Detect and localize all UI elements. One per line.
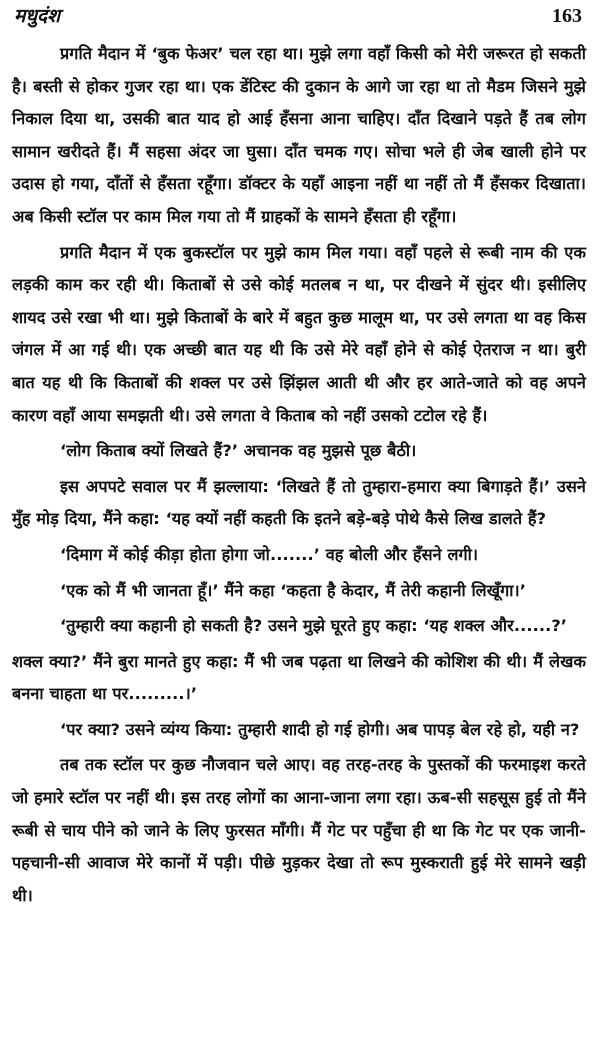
running-head: मधुदंश (14, 5, 61, 27)
paragraph: ‘तुम्हारी क्या कहानी हो सकती है? उसने मुझे घूरते हुए कहा: ‘यह शक्ल और......?’ (60, 616, 568, 636)
page-number: 163 (552, 5, 582, 27)
paragraph: ‘एक को मैं भी जानता हूँ।’ मैंने कहा ‘कहता है केदार, मैं तेरी कहानी लिखूँगा।’ (60, 580, 526, 600)
paragraph: तब तक स्टॉल पर कुछ नौजवान चले आए। वह तरह-तरह के पुस्तकों की फरमाइश करते जो हमारे स्टॉल पर नहीं थी। इस तरह लोगों का आना-जाना लगा रहा। ऊब-सी सहसूस हुई तो मैंने रूबी से चाय पीने को जाने के लिए फुरसत माँगी। मैं गेट पर पहुँचा ही था कि गेट पर एक जानी-पहचानी-सी आवाज मेरे कानों में पड़ी। पीछे मुड़कर देखा तो रूप मुस्कराती हुई मेरे सामने खड़ी थी। (12, 755, 586, 905)
paragraph: प्रगति मैदान में ‘बुक फेअर’ चल रहा था। मुझे लगा वहाँ किसी को मेरी जरूरत हो सकती है। बस्ती से होकर गुजर रहा था। एक डेंटिस्ट की दुकान के आगे जा रहा था तो मैडम जिसने मुझे निकाल दिया था, उसकी बात याद हो आई हँसना आना चाहिए। दाँत दिखाने पड़ते हैं तब लोग सामान खरीदते हैं। मैं सहसा अंदर जा घुसा। दाँत चमक गए। सोचा भले ही जेब खाली होने पर उदास हो गया, दाँतों से हँसता रहूँगा। डॉक्टर के यहाँ आइना नहीं था नहीं तो मैं हँसकर दिखाता। अब किसी स्टॉल पर काम मिल गया तो मैं ग्राहकों के सामने हँसता ही रहूँगा। (12, 44, 586, 226)
paragraph: प्रगति मैदान में एक बुकस्टॉल पर मुझे काम मिल गया। वहाँ पहले से रूबी नाम की एक लड़की काम कर रही थी। किताबों से उसे कोई मतलब न था, पर दीखने में सुंदर थी। इसीलिए शायद उसे रखा भी था। मुझे किताबों के बारे में बहुत कुछ मालूम था, पर उसे लगता था वह किस जंगल में आ गई थी। एक अच्छी बात यह थी कि उसे मेरे वहाँ होने से कोई ऐतराज न था। बुरी बात यह थी कि किताबों की शक्ल पर उसे झिंझल आती थी और हर आते-जाते को वह अपने कारण वहाँ आया समझती थी। उसे लगता वे किताब को नहीं उसको टटोल रहे हैं। (12, 242, 586, 425)
paragraph: ‘पर क्या? उसने व्यंग्य किया: तुम्हारी शादी हो गई होगी। अब पापड़ बेल रहे हो, यही न? (60, 719, 580, 739)
page-header (12, 0, 586, 38)
paragraph: ‘लोग किताब क्यों लिखते हैं?’ अचानक वह मुझसे पूछ बैठी। (60, 441, 417, 461)
paragraph: इस अपपटे सवाल पर मैं झल्लाया: ‘लिखते हैं तो तुम्हारा-हमारा क्या बिगाड़ते हैं।’ उसने मुँह मोड़ दिया, मैंने कहा: ‘यह क्यों नहीं कहती कि इतने बड़े-बड़े पोथे कैसे लिख डालते हैं? (12, 476, 586, 529)
page-body (12, 38, 586, 912)
paragraph: शक्ल क्या?’ मैंने बुरा मानते हुए कहा: मैं भी जब पढ़ता था लिखने की कोशिश की थी। मैं लेखक बनना चाहता था पर.........।’ (12, 651, 586, 704)
paragraph: ‘दिमाग में कोई कीड़ा होता होगा जो.......’ वह बोली और हँसने लगी। (60, 544, 479, 564)
